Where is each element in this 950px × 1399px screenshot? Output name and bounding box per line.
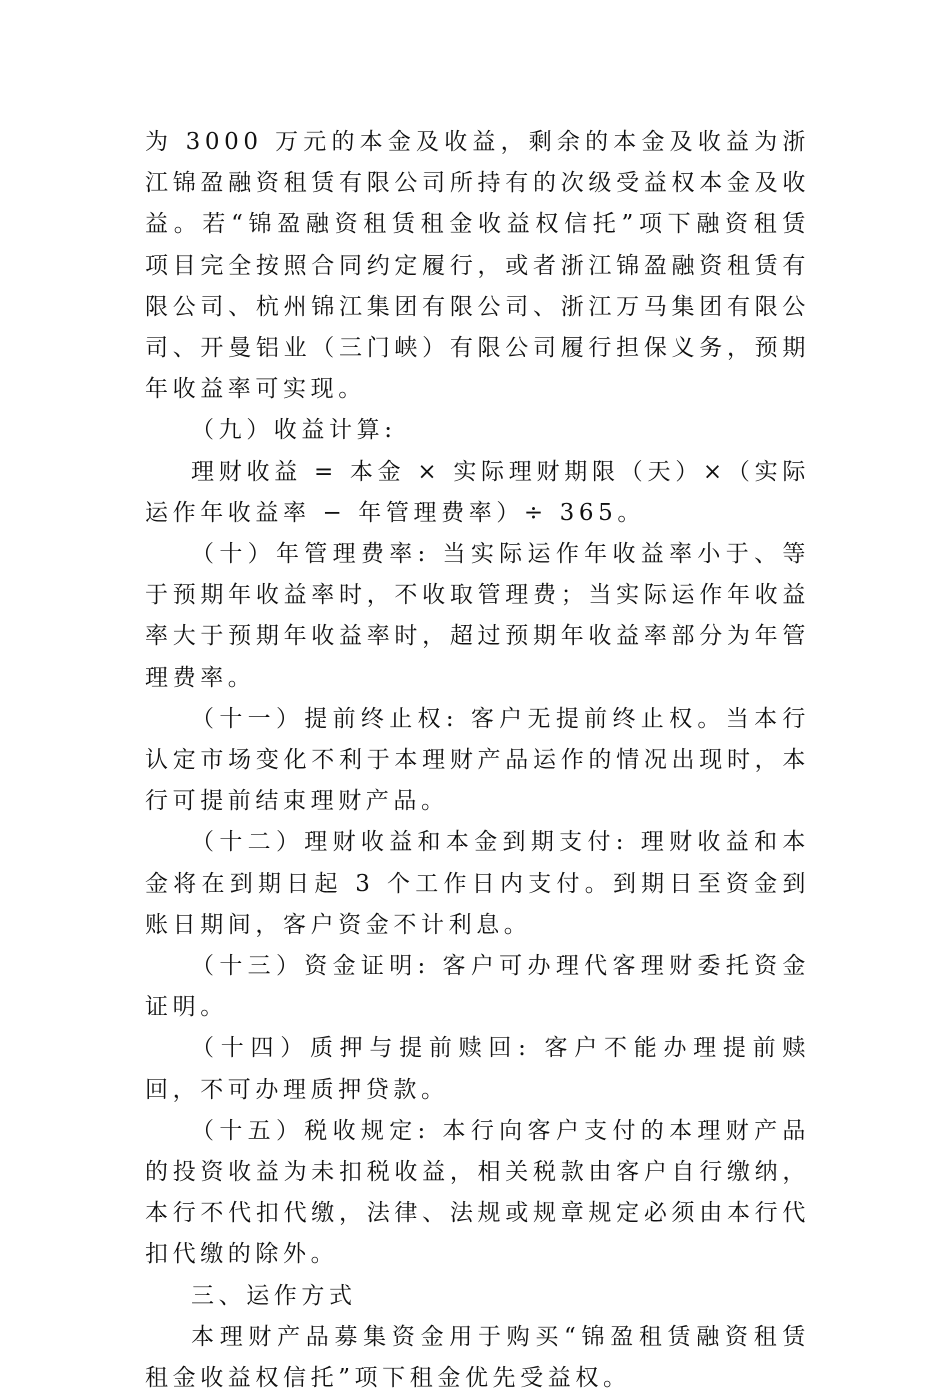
paragraph-fund-certificate: （十三）资金证明: 客户可办理代客理财委托资金证明。 [145,953,810,1021]
section-heading-operation: 三、运作方式 [191,1282,357,1309]
paragraph-income-calculation-heading: （九）收益计算: [191,417,397,444]
paragraph-management-fee: （十）年管理费率: 当实际运作年收益率小于、等于预期年收益率时，不收取管理费；当实际运作年收益率大于预期年收益率时，超过预期年收益率部分为年管理费率。 [145,541,810,691]
paragraph-maturity-payment: （十二）理财收益和本金到期支付: 理财收益和本金将在到期日起 3 个工作日内支付。到期日至资金到账日期间，客户资金不计利息。 [145,829,810,938]
paragraph-early-termination: （十一）提前终止权: 客户无提前终止权。当本行认定市场变化不利于本理财产品运作的情况出现时，本行可提前结束理财产品。 [145,705,810,815]
document-body [145,122,810,1399]
paragraph-income-formula: 理财收益 = 本金 × 实际理财期限（天）×（实际运作年收益率 − 年管理费率）÷ 365。 [145,458,810,526]
paragraph-operation: 本理财产品募集资金用于购买“锦盈租赁融资租赁租金收益权信托”项下租金优先受益权。 [145,1323,810,1392]
paragraph-tax: （十五）税收规定: 本行向客户支付的本理财产品的投资收益为未扣税收益，相关税款由客户自行缴纳，本行不代扣代缴，法律、法规或规章规定必须由本行代扣代缴的除外。 [145,1117,810,1268]
paragraph-continuation: 为 3000 万元的本金及收益，剩余的本金及收益为浙江锦盈融资租赁有限公司所持有的次级受益权本金及收益。若“锦盈融资租赁租金收益权信托”项下融资租赁项目完全按照合同约定履行，或者浙江锦盈融资租赁有限公司、杭州锦江集团有限公司、浙江万马集团有限公司、开曼铝业（三门峡）有限公司履行担保义务，预期年收益率可实现。 [145,129,810,403]
paragraph-pledge-redemption: （十四）质押与提前赎回: 客户不能办理提前赎回，不可办理质押贷款。 [145,1035,810,1103]
